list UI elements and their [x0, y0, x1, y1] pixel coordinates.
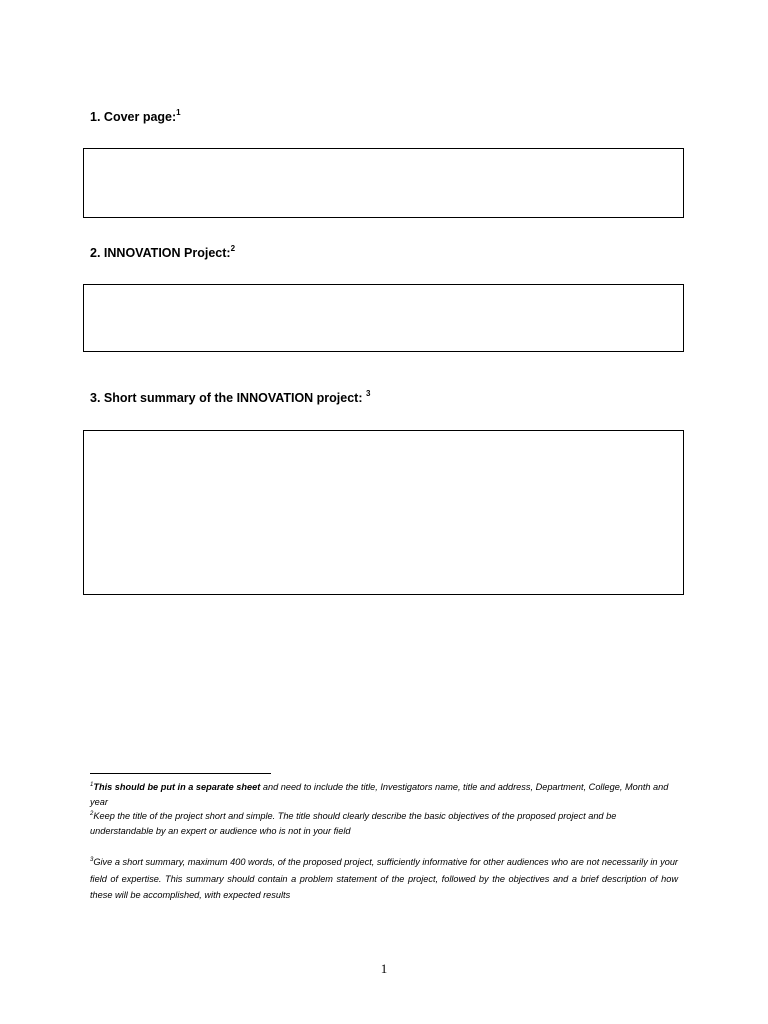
footnote-number: 2 — [90, 810, 94, 817]
footnote-1 — [90, 780, 678, 810]
footnote-text: Give a short summary, maximum 400 words, of the proposed project, sufficiently informative for other audiences who are not necessarily in your field of expertise. This summary should contain a problem statement of the project, followed by the objectives and a brief description of how these will be accomplished, with expected results — [90, 857, 678, 900]
section-title: Short summary of the INNOVATION project: — [103, 391, 363, 405]
footnote-2 — [90, 809, 678, 839]
footnote-ref: 1 — [176, 107, 181, 117]
section-title: INNOVATION Project: — [103, 246, 231, 260]
page-number: 1 — [380, 961, 388, 976]
section-heading-cover-page — [90, 107, 181, 124]
section-heading-short-summary — [90, 388, 371, 405]
section-number: 2. — [90, 246, 101, 260]
footnote-text: Keep the title of the project short and simple. The title should clearly describe the basic objectives of the proposed project and be understandable by an expert or audience who is not in your field — [90, 811, 617, 836]
innovation-project-box[interactable] — [83, 284, 684, 352]
section-number: 1. — [90, 110, 101, 124]
cover-page-box[interactable] — [83, 148, 684, 218]
footnote-text: and need to include the title, Investigators name, title and address, Department, College, Month and year — [90, 782, 669, 807]
footnote-number: 1 — [90, 781, 94, 788]
short-summary-box[interactable] — [83, 430, 684, 595]
section-heading-innovation-project — [90, 243, 236, 260]
footnote-number: 3 — [90, 856, 94, 863]
section-title: Cover page: — [103, 110, 177, 124]
footnote-ref: 2 — [230, 243, 236, 253]
footnote-3 — [90, 854, 678, 904]
footnote-separator — [90, 773, 271, 774]
footnote-ref: 3 — [366, 388, 371, 398]
footnote-bold-text: This should be put in a separate sheet — [93, 782, 261, 792]
section-number: 3. — [90, 391, 101, 405]
